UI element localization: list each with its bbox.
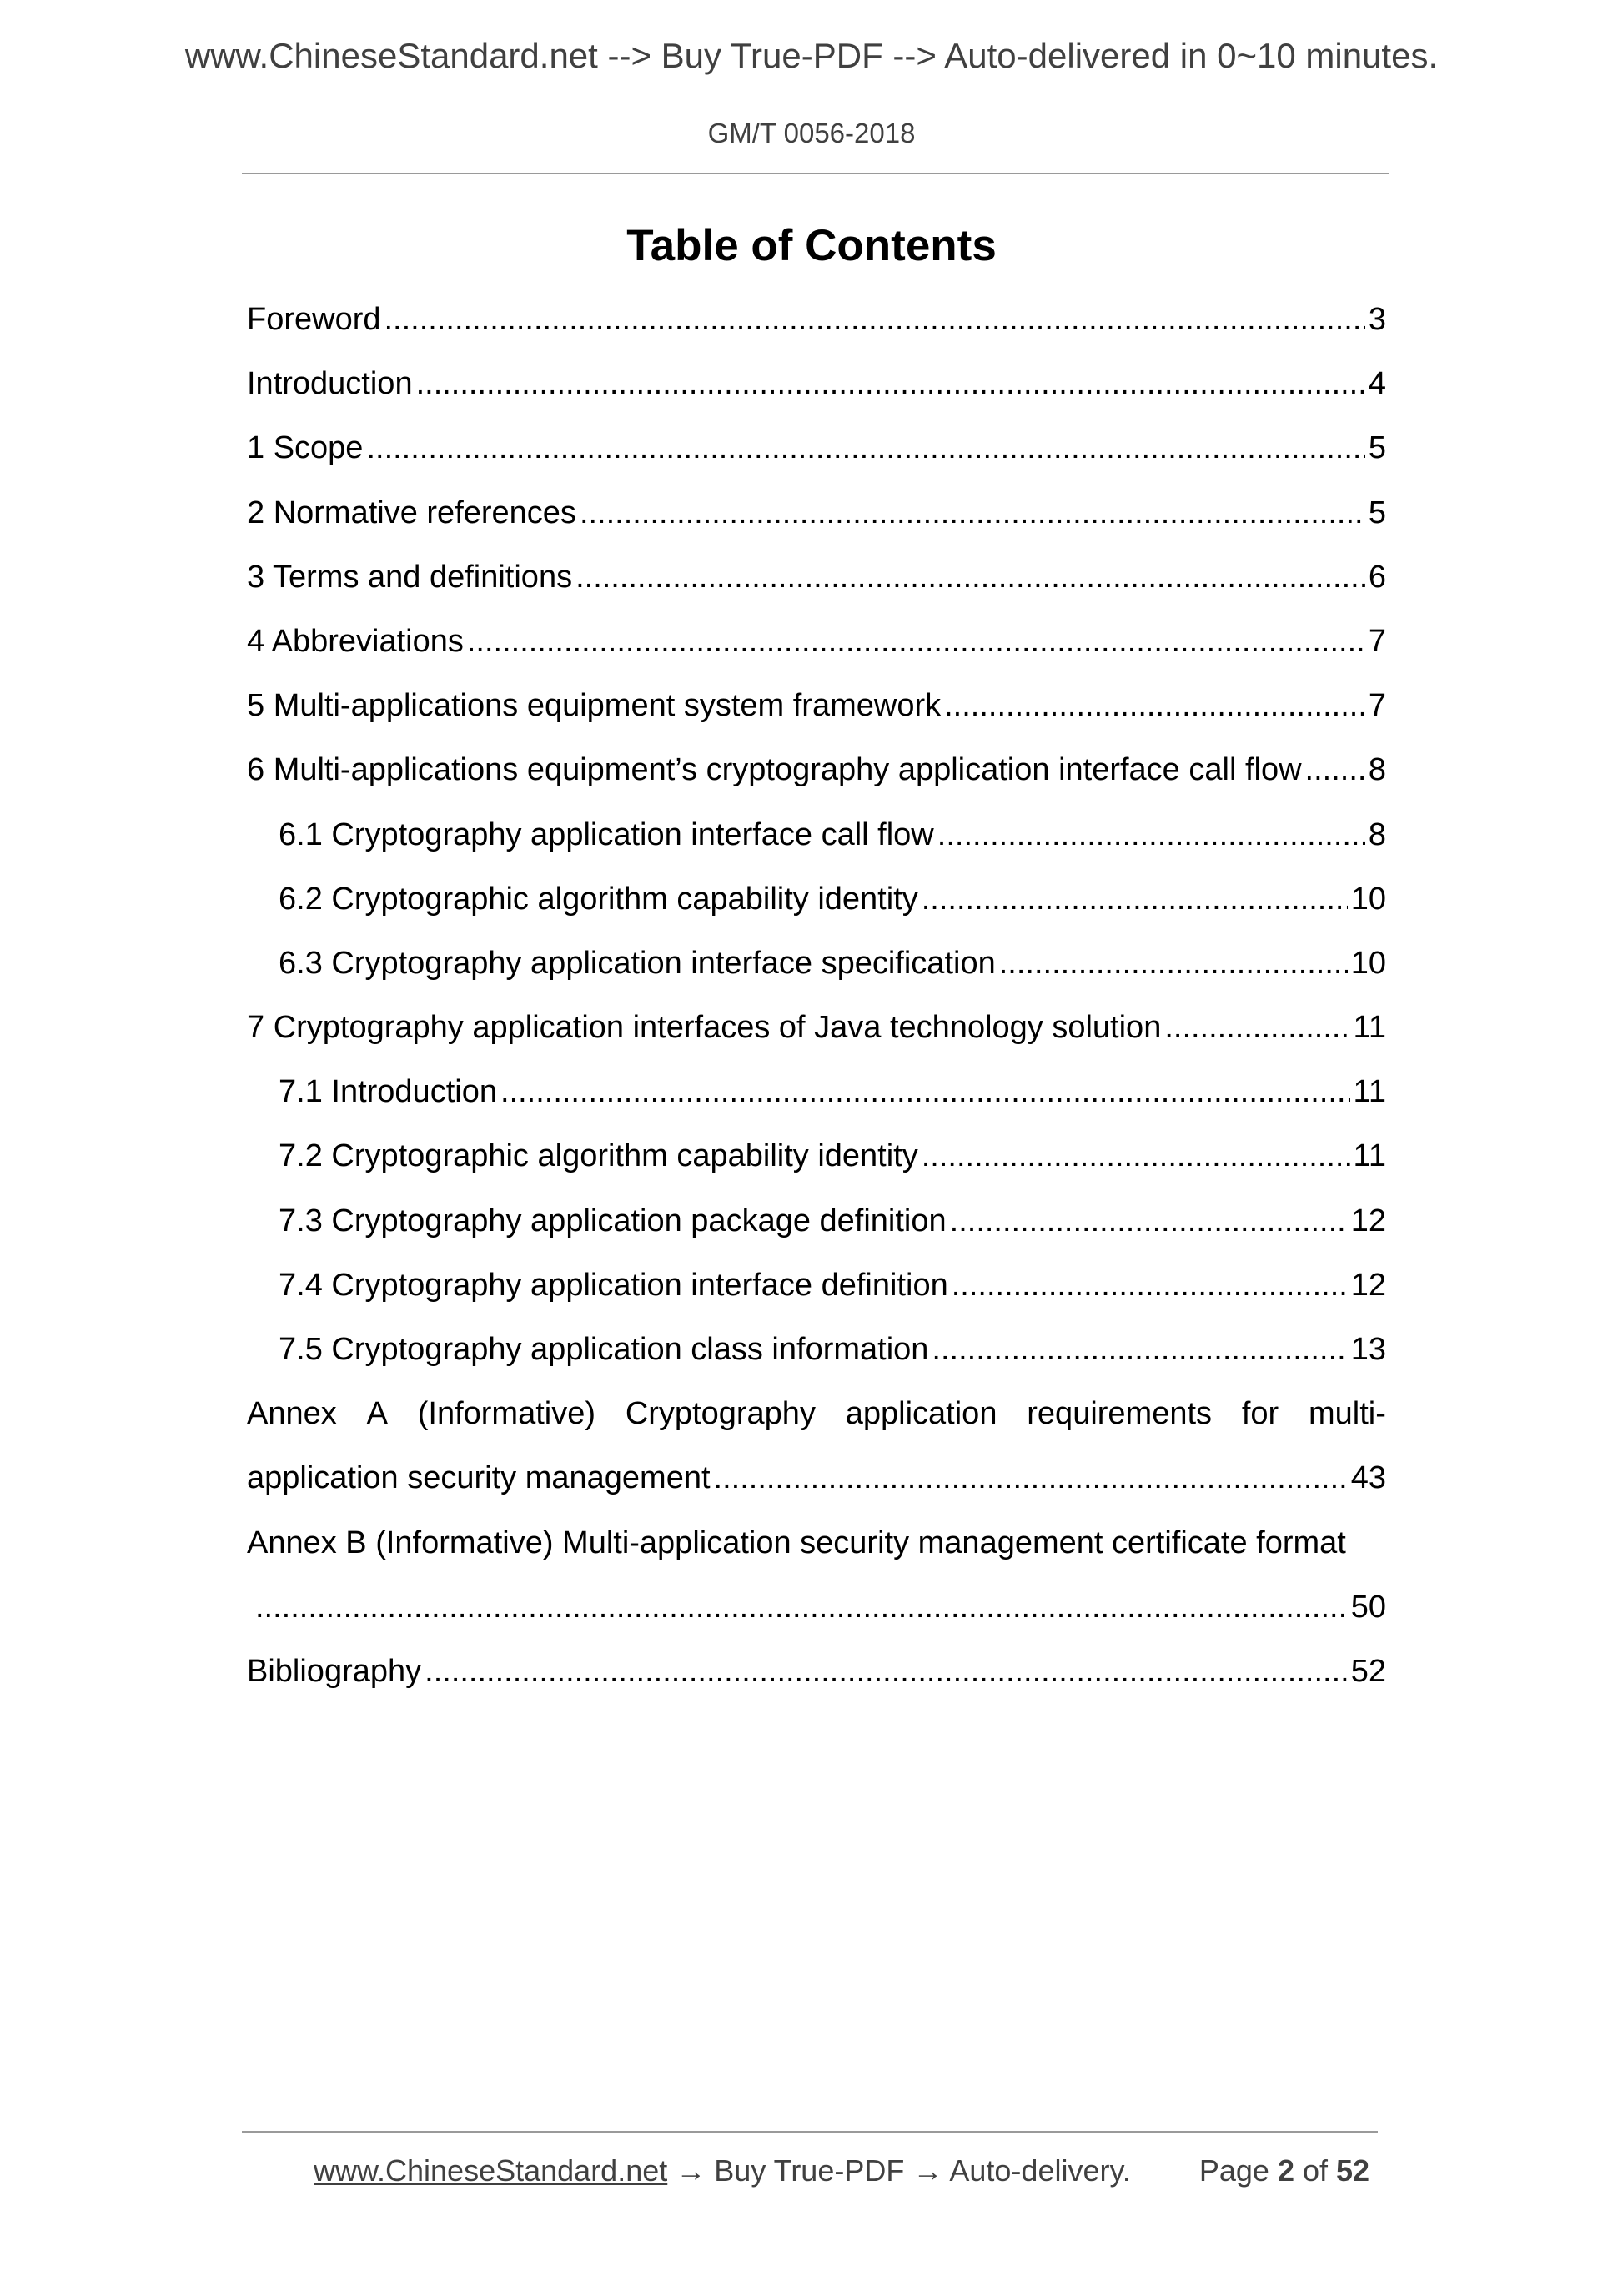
toc-entry-label-line-2 [247,1460,1386,1525]
toc-entry-label: 1 Scope [247,430,364,466]
document-code: GM/T 0056-2018 [707,118,916,148]
toc-entry-foreword[interactable] [247,302,1386,366]
toc-entry-label-line-2 [247,1590,1386,1654]
toc-dot-leader [384,302,1365,339]
of-label: of [1302,2153,1329,2188]
toc-entry-java-solution[interactable] [247,1010,1386,1074]
toc-page-number: 8 [1368,816,1386,852]
toc-entry-7-3[interactable] [247,1203,1386,1268]
toc-dot-leader [580,495,1365,532]
toc-entry-label: 6.3 Cryptography application interface specification [279,945,996,981]
total-page-count: 52 [1336,2153,1370,2188]
toc-page-number: 6 [1368,559,1386,595]
toc-entry-label: 4 Abbreviations [247,623,464,659]
toc-dot-leader [950,1203,1348,1240]
toc-entry-label: Foreword [247,302,381,337]
toc-word: multi- [1309,1396,1386,1432]
toc-entry-bibliography[interactable] [247,1654,1386,1718]
current-page-number: 2 [1277,2153,1294,2188]
toc-entry-annex-a[interactable] [247,1396,1386,1525]
toc-page-number: 11 [1353,1010,1386,1046]
top-banner: www.ChineseStandard.net --> Buy True-PDF --> Auto-delivered in 0~10 minutes. [184,36,1439,75]
toc-entry-label: 5 Multi-applications equipment system framework [247,688,942,724]
toc-page-number: 10 [1350,881,1386,917]
page-footer [314,2153,1370,2188]
toc-page-number: 5 [1368,430,1386,466]
toc-entry-label-line-1 [247,1396,1386,1460]
toc-entry-6-1[interactable] [247,817,1386,882]
toc-entry-terms-and-definitions[interactable] [247,560,1386,624]
toc-dot-leader [1164,1010,1349,1047]
page-label: Page [1198,2153,1269,2188]
toc-page-number: 50 [1350,1589,1386,1625]
toc-dot-leader [467,624,1365,661]
toc-word: requirements [1027,1396,1213,1432]
toc-entry-label: 7 Cryptography application interfaces of Java technology solution [247,1010,1162,1046]
table-of-contents [247,302,1386,1718]
toc-entry-7-5[interactable] [247,1332,1386,1396]
toc-entry-label: 6.1 Cryptography application interface call flow [279,816,934,852]
toc-page-number: 7 [1368,688,1386,724]
toc-page-number: 13 [1350,1332,1386,1367]
buy-text: Buy True-PDF [714,2153,905,2188]
toc-entry-label: 3 Terms and definitions [247,559,573,595]
toc-dot-leader [922,1138,1350,1175]
toc-entry-label: 6 Multi-applications equipment’s cryptography application interface call flow [247,752,1302,788]
toc-entry-label: 7.5 Cryptography application class information [279,1332,929,1367]
toc-entry-label: application security management [247,1460,711,1496]
toc-dot-leader [366,430,1364,467]
toc-page-number: 7 [1368,623,1386,659]
toc-entry-label: 7.2 Cryptographic algorithm capability identity [279,1138,918,1174]
toc-word: A [366,1396,388,1432]
toc-entry-label: Introduction [247,366,413,402]
toc-entry-introduction[interactable] [247,366,1386,430]
toc-dot-leader [944,688,1365,725]
toc-entry-7-1[interactable] [247,1074,1386,1138]
toc-entry-label: Annex B (Informative) Multi-application security management certificate format [247,1525,1346,1560]
toc-page-number: 11 [1353,1074,1386,1110]
toc-page-number: 12 [1350,1203,1386,1238]
toc-entry-label: 7.1 Introduction [279,1074,497,1110]
arrow-icon: → [676,2153,706,2188]
toc-entry-7-2[interactable] [247,1138,1386,1203]
toc-dot-leader [937,817,1365,854]
toc-entry-scope[interactable] [247,430,1386,495]
toc-word: Cryptography [625,1396,816,1432]
toc-entry-call-flow[interactable] [247,752,1386,816]
delivery-text: Auto-delivery. [949,2153,1131,2188]
toc-word: application [845,1396,997,1432]
toc-entry-label: 6.2 Cryptographic algorithm capability identity [279,881,918,917]
toc-dot-leader [416,366,1365,403]
toc-dot-leader [999,946,1348,982]
toc-dot-leader [932,1332,1347,1369]
toc-dot-leader [575,560,1365,596]
arrow-icon: → [912,2153,943,2188]
toc-dot-leader [425,1654,1348,1691]
toc-page-number: 10 [1350,945,1386,981]
header-divider [242,173,1389,174]
toc-entry-label: 7.4 Cryptography application interface definition [279,1267,948,1303]
toc-dot-leader [922,882,1348,918]
toc-page-number: 8 [1368,752,1386,788]
toc-entry-6-2[interactable] [247,882,1386,946]
toc-page-number: 3 [1368,302,1386,337]
toc-entry-label: 2 Normative references [247,495,576,530]
toc-word: (Informative) [417,1396,596,1432]
toc-dot-leader [255,1590,1348,1626]
toc-entry-label: 7.3 Cryptography application package definition [279,1203,947,1238]
toc-page-number: 12 [1350,1267,1386,1303]
toc-page-number: 11 [1353,1138,1386,1174]
toc-dot-leader [500,1074,1350,1111]
toc-page-number: 5 [1368,495,1386,530]
toc-entry-7-4[interactable] [247,1268,1386,1332]
toc-entry-6-3[interactable] [247,946,1386,1010]
toc-word: Annex [247,1396,337,1432]
toc-entry-annex-b[interactable] [247,1525,1386,1654]
footer-divider [242,2131,1378,2133]
site-link[interactable]: www.ChineseStandard.net [314,2153,668,2188]
toc-dot-leader [714,1460,1348,1497]
toc-page-number: 4 [1368,366,1386,402]
toc-page-number: 43 [1350,1460,1386,1496]
toc-entry-label-line-1 [247,1525,1386,1590]
toc-entry-system-framework[interactable] [247,688,1386,752]
toc-dot-leader [952,1268,1348,1304]
toc-entry-label: Bibliography [247,1653,422,1689]
toc-title: Table of Contents [626,221,997,270]
toc-word: for [1241,1396,1279,1432]
toc-entry-abbreviations[interactable] [247,624,1386,688]
toc-dot-leader [1305,752,1365,789]
toc-page-number: 52 [1350,1653,1386,1689]
toc-entry-normative-references[interactable] [247,495,1386,560]
